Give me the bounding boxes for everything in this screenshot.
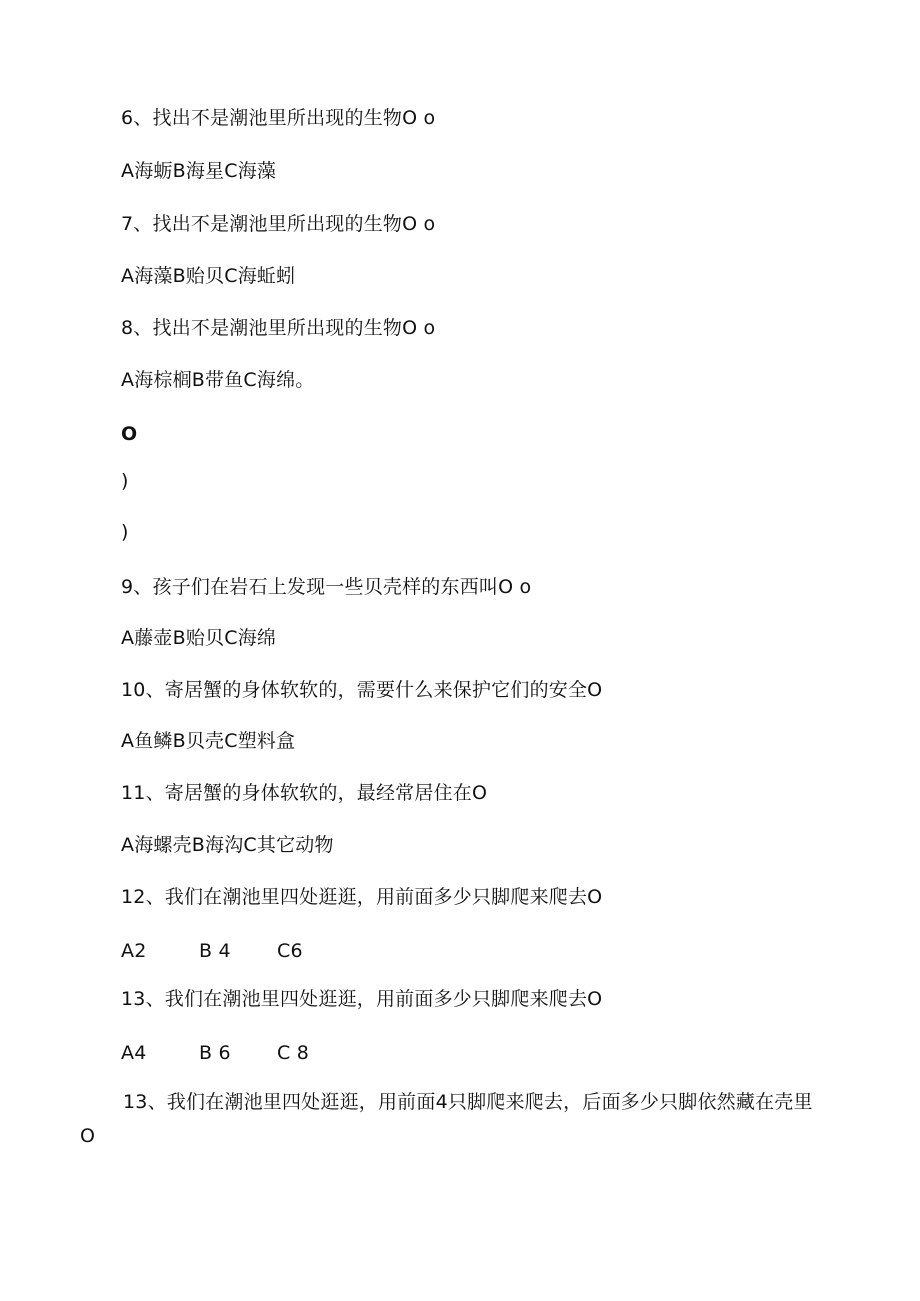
question-6-options: A海蛎B海星C海藻 [121, 160, 277, 182]
question-8: 8、找出不是潮池里所出现的生物O o [121, 317, 436, 339]
question-10: 10、寄居蟹的身体软软的，需要什么来保护它们的安全O [121, 679, 603, 701]
stray-paren-2: ) [121, 521, 129, 543]
question-13a-options [121, 1041, 355, 1065]
option-a: A4 [121, 1042, 147, 1064]
option-c: C6 [277, 940, 303, 962]
question-9: 9、孩子们在岩石上发现一些贝壳样的东西叫O o [121, 576, 532, 598]
question-13b: 13、我们在潮池里四处逛逛，用前面4只脚爬来爬去，后面多少只脚依然藏在壳里O [80, 1091, 813, 1147]
question-9-options: A藤壶B贻贝C海绵 [121, 627, 277, 649]
question-7: 7、找出不是潮池里所出现的生物O o [121, 213, 436, 235]
question-12: 12、我们在潮池里四处逛逛，用前面多少只脚爬来爬去O [121, 886, 603, 908]
question-11-options: A海螺壳B海沟C其它动物 [121, 834, 334, 856]
stray-o-mark: O [121, 423, 138, 445]
question-6: 6、找出不是潮池里所出现的生物O o [121, 107, 436, 129]
question-13a: 13、我们在潮池里四处逛逛，用前面多少只脚爬来爬去O [121, 988, 603, 1010]
question-8-options: A海棕榈B带鱼C海绵。 [121, 369, 315, 391]
option-a: A2 [121, 940, 147, 962]
question-7-options: A海藻B贻贝C海蚯蚓 [121, 265, 296, 287]
stray-paren-1: ) [121, 470, 129, 492]
option-b: B 6 [199, 1042, 231, 1064]
question-12-options [121, 939, 355, 963]
question-11: 11、寄居蟹的身体软软的，最经常居住在O [121, 782, 488, 804]
option-c: C 8 [277, 1042, 309, 1064]
option-b: B 4 [199, 940, 231, 962]
question-10-options: A鱼鳞B贝壳C塑料盒 [121, 730, 296, 752]
